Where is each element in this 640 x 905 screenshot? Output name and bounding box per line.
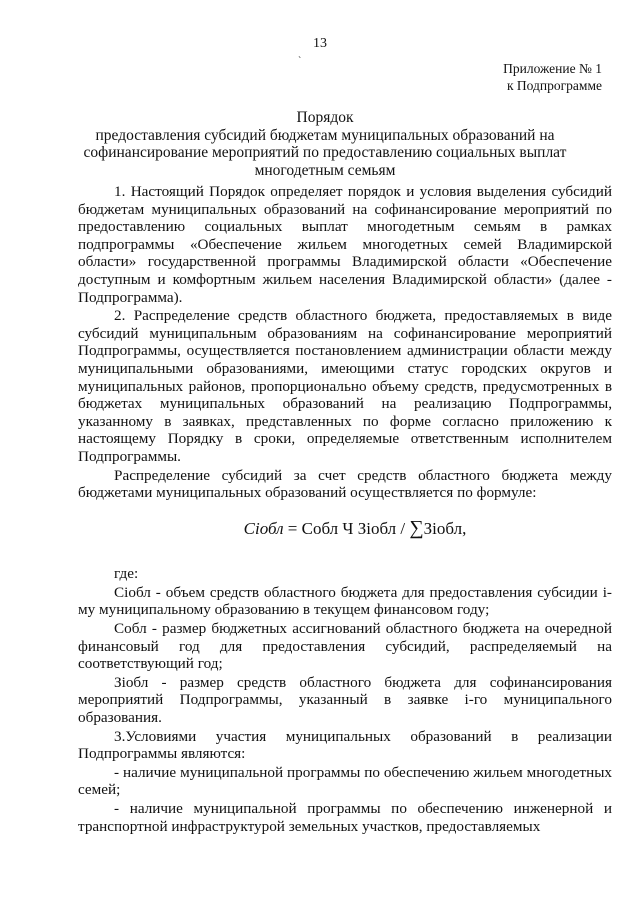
sigma-symbol: ∑ [409, 516, 424, 539]
paragraph-1: 1. Настоящий Порядок определяет порядок и условия выделения субсидий бюджетам муниципальных образований на софинансирование мероприятий по предоставлению социальных выплат многодетным семьям в рамках подпрограммы «Обеспечение жильем многодетных семей Владимирской области» государственной программы Владимирской области «Обеспечение доступным и комфортным жильем населения Владимирской области» (далее - Подпрограмма). [78, 183, 612, 306]
where-label: где: [114, 565, 139, 583]
paragraph-2: 2. Распределение средств областного бюджета, предоставляемых в виде субсидий муниципальным образованиям на софинансирование мероприятий Подпрограммы, осуществляется постановлением администрации области между муниципальными образованиями, имеющими статус городских округов и муниципальных районов, пропорционально объему средств, предусмотренных в бюджетах муниципальных образований на реализацию Подпрограммы, указанному в заявках, представленных по форме согласно приложению к настоящему Порядку в сроки, определяемые ответственным исполнителем Подпрограммы. [78, 307, 612, 465]
paragraph-3: Распределение субсидий за счет средств областного бюджета между бюджетами муниципальных образований осуществляется по формуле: [78, 466, 612, 502]
scan-speck: ` [298, 56, 302, 67]
paragraph-4: 3.Условиями участия муниципальных образований в реализации Подпрограммы являются: [78, 727, 612, 763]
formula-rhs: = Собл Ч Зiобл / [283, 518, 410, 538]
definition-3: Зiобл - размер средств областного бюджета для софинансирования мероприятий Подпрограммы, указанный в заявке i-го муниципального образования. [78, 673, 612, 727]
page-number: 13 [313, 36, 327, 51]
title-line-2: софинансирование мероприятий по предоставлению социальных выплат [83, 144, 567, 161]
title-line-1: предоставления субсидий бюджетам муниципальных образований на [95, 126, 555, 144]
distribution-formula [78, 516, 612, 539]
condition-item-1: - наличие муниципальной программы по обеспечению жильем многодетных семей; [78, 763, 612, 799]
title-line-3: многодетным семьям [254, 161, 396, 179]
document-body [78, 183, 612, 835]
condition-item-2: - наличие муниципальной программы по обеспечению инженерной и транспортной инфраструктурой земельных участков, предоставляемых [78, 800, 612, 835]
formula-rhs-2: Зiобл, [423, 518, 467, 538]
formula-lhs: Сiобл [243, 518, 284, 538]
document-title [60, 109, 590, 179]
appendix-reference [503, 60, 602, 94]
title-heading: Порядок [296, 109, 354, 126]
appendix-line-2: к Подпрограмме [507, 78, 602, 93]
appendix-line-1: Приложение № 1 [503, 61, 602, 76]
definition-1: Сiобл - объем средств областного бюджета для предоставления субсидии i-му муниципальному образованию в текущем финансовом году; [78, 583, 612, 619]
definition-2: Собл - размер бюджетных ассигнований областного бюджета на очередной финансовый год для предоставления субсидий, распределяемый на соответствующий год; [78, 620, 612, 673]
